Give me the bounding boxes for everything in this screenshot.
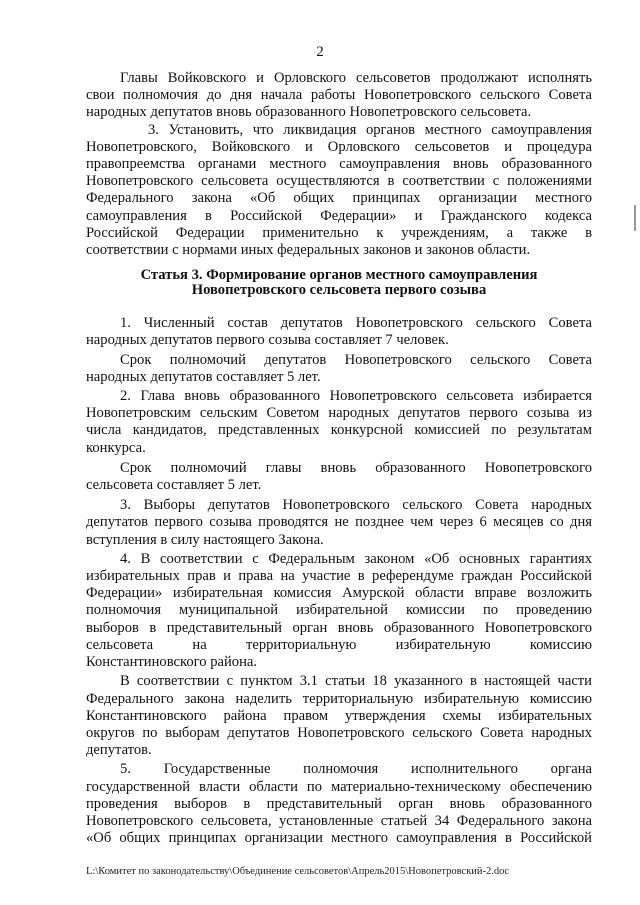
text-line: соответствии с нормами иных федеральных законов и законов области. <box>86 242 531 259</box>
paragraph-art3-2b <box>86 460 592 494</box>
text-line: Федерации» избирательная комиссия Амурской области вправе возложить <box>86 585 592 602</box>
document-body <box>86 70 592 847</box>
text-line: Федерального закона «Об общих принципах организации местного <box>86 190 592 207</box>
text-line: 3. Установить, что ликвидация органов местного самоуправления <box>148 121 592 138</box>
text-line: 2. Глава вновь образованного Новопетровского сельсовета избирается <box>120 388 592 405</box>
text-line: Срок полномочий депутатов Новопетровского сельского Совета <box>120 351 592 368</box>
text-line: депутатов первого созыва проводятся не позднее чем через 6 месяцев со дня <box>86 514 592 531</box>
paragraph-art3-4 <box>86 551 592 671</box>
text-line: избирательных прав и права на участие в референдуме граждан Российской <box>86 568 592 585</box>
text-line: полномочия муниципальной избирательной комиссии по проведению <box>86 602 592 619</box>
paragraph-item-3 <box>86 122 592 260</box>
text-line: сельсовета на территориальную избирательную комиссию <box>86 636 592 653</box>
text-line: Федерального закона наделить территориальную избирательную комиссию <box>86 690 592 707</box>
article-3-heading <box>86 268 592 298</box>
text-line: Новопетровским сельским Советом народных депутатов первого созыва из <box>86 405 592 422</box>
text-line: правопреемства органами местного самоуправления вновь образованного <box>86 156 592 173</box>
text-line: 4. В соответствии с Федеральным законом «Об основных гарантиях <box>120 550 592 567</box>
file-path-footer: L:\Комитет по законодательству\Объединение сельсоветов\Апрель2015\Новопетровский-2.doc <box>86 866 510 877</box>
heading-line: Новопетровского сельсовета первого созыва <box>191 282 487 299</box>
text-line: вступления в силу настоящего Закона. <box>86 531 324 548</box>
paragraph-art3-2 <box>86 388 592 457</box>
paragraph-art3-1 <box>86 315 592 349</box>
text-line: Российской Федерации применительно к учреждениям, а также в <box>86 224 592 241</box>
text-line: народных депутатов составляет 5 лет. <box>86 368 321 385</box>
text-line: свои полномочия до дня начала работы Новопетровского сельского Совета <box>86 87 592 104</box>
text-line: Константиновского района. <box>86 654 258 671</box>
text-line: сельсовета составляет 5 лет. <box>86 477 262 494</box>
text-line: депутатов. <box>86 742 152 759</box>
page-number: 2 <box>316 44 324 60</box>
text-line: 3. Выборы депутатов Новопетровского сельского Совета народных <box>120 497 592 514</box>
text-line: Новопетровского сельсовета осуществляются в соответствии с положениями <box>86 173 592 190</box>
paragraph-art3-5 <box>86 761 592 847</box>
paragraph-art3-4b <box>86 673 592 759</box>
text-line: В соответствии с пунктом 3.1 статьи 18 указанного в настоящей части <box>120 673 592 690</box>
text-line: 5. Государственные полномочия исполнительного органа <box>120 761 592 778</box>
text-line: выборов в представительный орган вновь образованного Новопетровского <box>86 619 592 636</box>
text-line: округов по выборам депутатов Новопетровского сельского Совета народных <box>86 724 592 741</box>
text-line: проведения выборов в представительный орган вновь образованного <box>86 795 592 812</box>
text-line: Константиновского района правом утверждения схемы избирательных <box>86 707 592 724</box>
margin-mark <box>634 205 636 231</box>
text-line: государственной власти области по материально-техническому обеспечению <box>86 778 592 795</box>
text-line: числа кандидатов, представленных конкурсной комиссией по результатам <box>86 422 592 439</box>
paragraph-intro <box>86 70 592 122</box>
text-line: 1. Численный состав депутатов Новопетровского сельского Совета <box>120 315 592 332</box>
heading-line: Статья 3. Формирование органов местного самоуправления <box>140 267 538 284</box>
text-line: «Об общих принципах организации местного самоуправления в Российской <box>86 830 592 847</box>
paragraph-art3-3 <box>86 497 592 549</box>
paragraph-art3-1b <box>86 352 592 386</box>
text-line: народных депутатов первого созыва составляет 7 человек. <box>86 332 449 349</box>
text-line: Новопетровского сельсовета, установленные статьей 34 Федерального закона <box>86 812 592 829</box>
text-line: Новопетровского, Войковского и Орловского сельсоветов и процедура <box>86 138 592 155</box>
text-line: Главы Войковского и Орловского сельсоветов продолжают исполнять <box>120 70 592 86</box>
text-line: самоуправления в Российской Федерации» и Гражданского кодекса <box>86 207 592 224</box>
text-line: народных депутатов вновь образованного Новопетровского сельсовета. <box>86 104 532 121</box>
text-line: Срок полномочий главы вновь образованного Новопетровского <box>120 459 592 476</box>
text-line: конкурса. <box>86 439 146 456</box>
